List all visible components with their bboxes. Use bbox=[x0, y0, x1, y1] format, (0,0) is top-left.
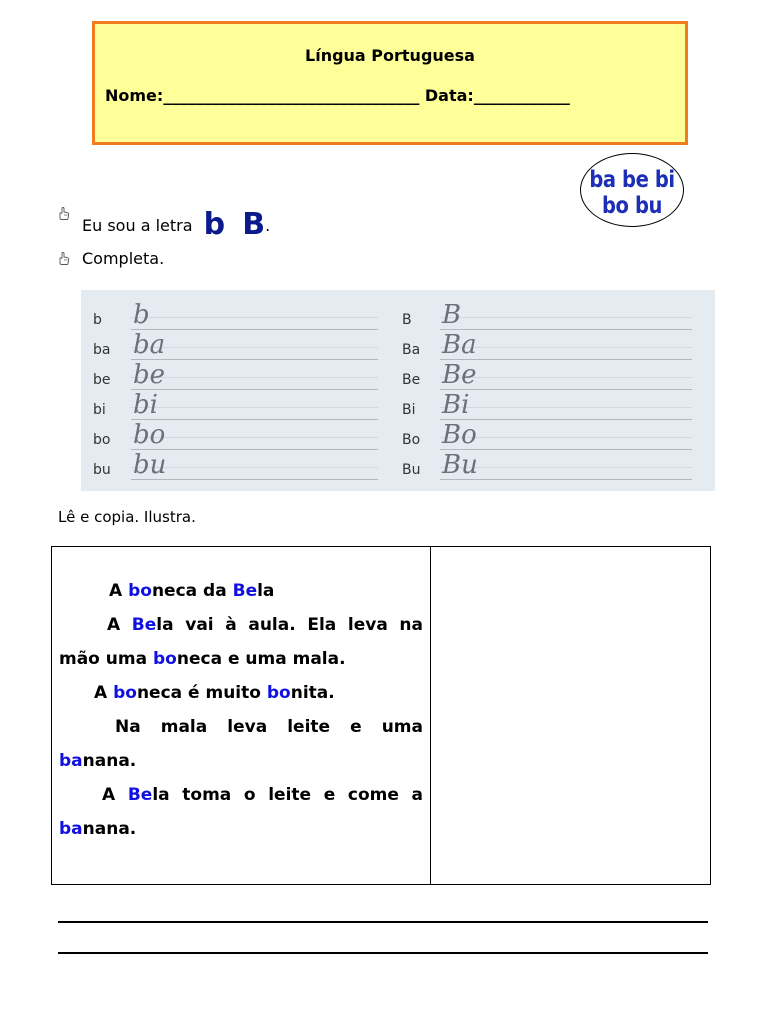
writing-line[interactable] bbox=[131, 389, 378, 390]
date-field[interactable]: ____________ bbox=[473, 86, 570, 105]
read-copy-instruction: Lê e copia. Ilustra. bbox=[58, 508, 196, 526]
guide-line bbox=[440, 437, 692, 438]
writing-line[interactable] bbox=[131, 329, 378, 330]
highlighted-syllable: bo bbox=[128, 581, 152, 601]
highlighted-syllable: Be bbox=[232, 581, 258, 601]
complete-instruction: Completa. bbox=[82, 249, 165, 268]
syllable-label: B bbox=[402, 312, 412, 328]
writing-line[interactable] bbox=[440, 389, 692, 390]
guide-line bbox=[131, 377, 378, 378]
writing-line[interactable] bbox=[131, 479, 378, 480]
uppercase-letter: B bbox=[242, 207, 266, 242]
highlighted-syllable: bo bbox=[113, 683, 137, 703]
story-text-segment: la bbox=[257, 581, 275, 601]
practice-row-right bbox=[402, 332, 692, 362]
story-paragraph bbox=[59, 608, 423, 676]
story-text-segment: neca é muito bbox=[136, 683, 267, 703]
practice-row-right bbox=[402, 302, 692, 332]
practice-row-right bbox=[402, 362, 692, 392]
header-box bbox=[92, 21, 688, 145]
guide-line bbox=[131, 467, 378, 468]
syllable-label: ba bbox=[93, 342, 111, 358]
cursive-model: B bbox=[442, 300, 462, 330]
story-text-segment: nana. bbox=[82, 751, 137, 771]
story-text-segment: neca da bbox=[151, 581, 233, 601]
cursive-model: bu bbox=[133, 450, 167, 480]
practice-row-left bbox=[93, 392, 378, 422]
cursive-model: be bbox=[133, 360, 166, 390]
story-text-segment: A bbox=[107, 615, 132, 635]
subject-title: Língua Portuguesa bbox=[305, 46, 475, 65]
writing-line[interactable] bbox=[440, 329, 692, 330]
writing-line[interactable] bbox=[131, 359, 378, 360]
practice-row-right bbox=[402, 452, 692, 482]
syllables-oval bbox=[580, 153, 684, 227]
letter-intro-text: Eu sou a letra bbox=[82, 216, 193, 235]
story-text-segment: A bbox=[109, 581, 129, 601]
practice-row-right bbox=[402, 392, 692, 422]
cursive-model: bi bbox=[133, 390, 158, 420]
intro-period: . bbox=[265, 216, 271, 235]
date-label: Data: bbox=[424, 86, 474, 105]
highlighted-syllable: bo bbox=[266, 683, 291, 703]
story-text-segment: Na mala leva leite e uma bbox=[115, 717, 423, 737]
cursive-model: Ba bbox=[442, 330, 477, 360]
guide-line bbox=[131, 437, 378, 438]
writing-line-2[interactable] bbox=[58, 952, 708, 954]
pointing-hand-icon bbox=[58, 252, 70, 265]
story-paragraph bbox=[59, 676, 423, 710]
highlighted-syllable: Be bbox=[127, 785, 153, 805]
name-date-row bbox=[105, 86, 570, 105]
practice-row-left bbox=[93, 332, 378, 362]
practice-row-left bbox=[93, 362, 378, 392]
syllable-label: Ba bbox=[402, 342, 421, 358]
writing-line[interactable] bbox=[131, 419, 378, 420]
highlighted-syllable: Be bbox=[131, 615, 157, 635]
story-text-segment: A bbox=[102, 785, 128, 805]
syllable-label: be bbox=[93, 372, 111, 388]
story-table bbox=[51, 546, 711, 885]
highlighted-syllable: ba bbox=[59, 751, 83, 771]
name-label: Nome: bbox=[105, 86, 164, 105]
guide-line bbox=[131, 407, 378, 408]
cursive-model: ba bbox=[133, 330, 166, 360]
guide-line bbox=[440, 347, 692, 348]
story-text bbox=[59, 574, 423, 846]
syllable-label: bo bbox=[93, 432, 111, 448]
syllable-label: Bi bbox=[402, 402, 416, 418]
name-field[interactable]: ________________________________ bbox=[163, 86, 420, 105]
syllable-label: bi bbox=[93, 402, 106, 418]
cursive-model: Bu bbox=[442, 450, 478, 480]
practice-row-left bbox=[93, 452, 378, 482]
practice-row-left bbox=[93, 302, 378, 332]
syllable-label: Bu bbox=[402, 462, 421, 478]
writing-line[interactable] bbox=[440, 419, 692, 420]
story-title bbox=[59, 574, 423, 608]
syllable-label: bu bbox=[93, 462, 111, 478]
handwriting-practice-sheet bbox=[81, 290, 715, 491]
cursive-model: b bbox=[133, 300, 150, 330]
story-text-segment: neca e uma mala. bbox=[176, 649, 346, 669]
cursive-model: Bi bbox=[442, 390, 470, 420]
writing-line-1[interactable] bbox=[58, 921, 708, 923]
guide-line bbox=[131, 347, 378, 348]
syllables-line-1: ba be bi bbox=[589, 167, 675, 193]
syllable-label: Be bbox=[402, 372, 421, 388]
story-text-segment: la vai à aula. Ela leva na mão uma bbox=[59, 615, 423, 669]
guide-line bbox=[131, 317, 378, 318]
highlighted-syllable: ba bbox=[59, 819, 83, 839]
illustration-area[interactable] bbox=[431, 547, 710, 884]
lowercase-letter: b bbox=[203, 207, 226, 242]
guide-line bbox=[440, 377, 692, 378]
story-paragraph bbox=[59, 710, 423, 778]
letter-intro bbox=[82, 204, 271, 242]
syllable-label: Bo bbox=[402, 432, 421, 448]
story-text-segment: nana. bbox=[82, 819, 137, 839]
writing-line[interactable] bbox=[440, 359, 692, 360]
cursive-model: Bo bbox=[442, 420, 477, 450]
story-text-segment: A bbox=[94, 683, 114, 703]
guide-line bbox=[440, 317, 692, 318]
guide-line bbox=[440, 407, 692, 408]
story-paragraph bbox=[59, 778, 423, 846]
story-text-segment: la toma o leite e come a bbox=[152, 785, 424, 805]
practice-row-left bbox=[93, 422, 378, 452]
cursive-model: Be bbox=[442, 360, 477, 390]
cursive-model: bo bbox=[133, 420, 166, 450]
story-text-segment: nita. bbox=[290, 683, 335, 703]
writing-line[interactable] bbox=[131, 449, 378, 450]
practice-row-right bbox=[402, 422, 692, 452]
syllables-line-2: bo bu bbox=[601, 193, 663, 219]
highlighted-syllable: bo bbox=[153, 649, 177, 669]
syllable-label: b bbox=[93, 312, 102, 328]
pointing-hand-icon bbox=[58, 207, 70, 220]
